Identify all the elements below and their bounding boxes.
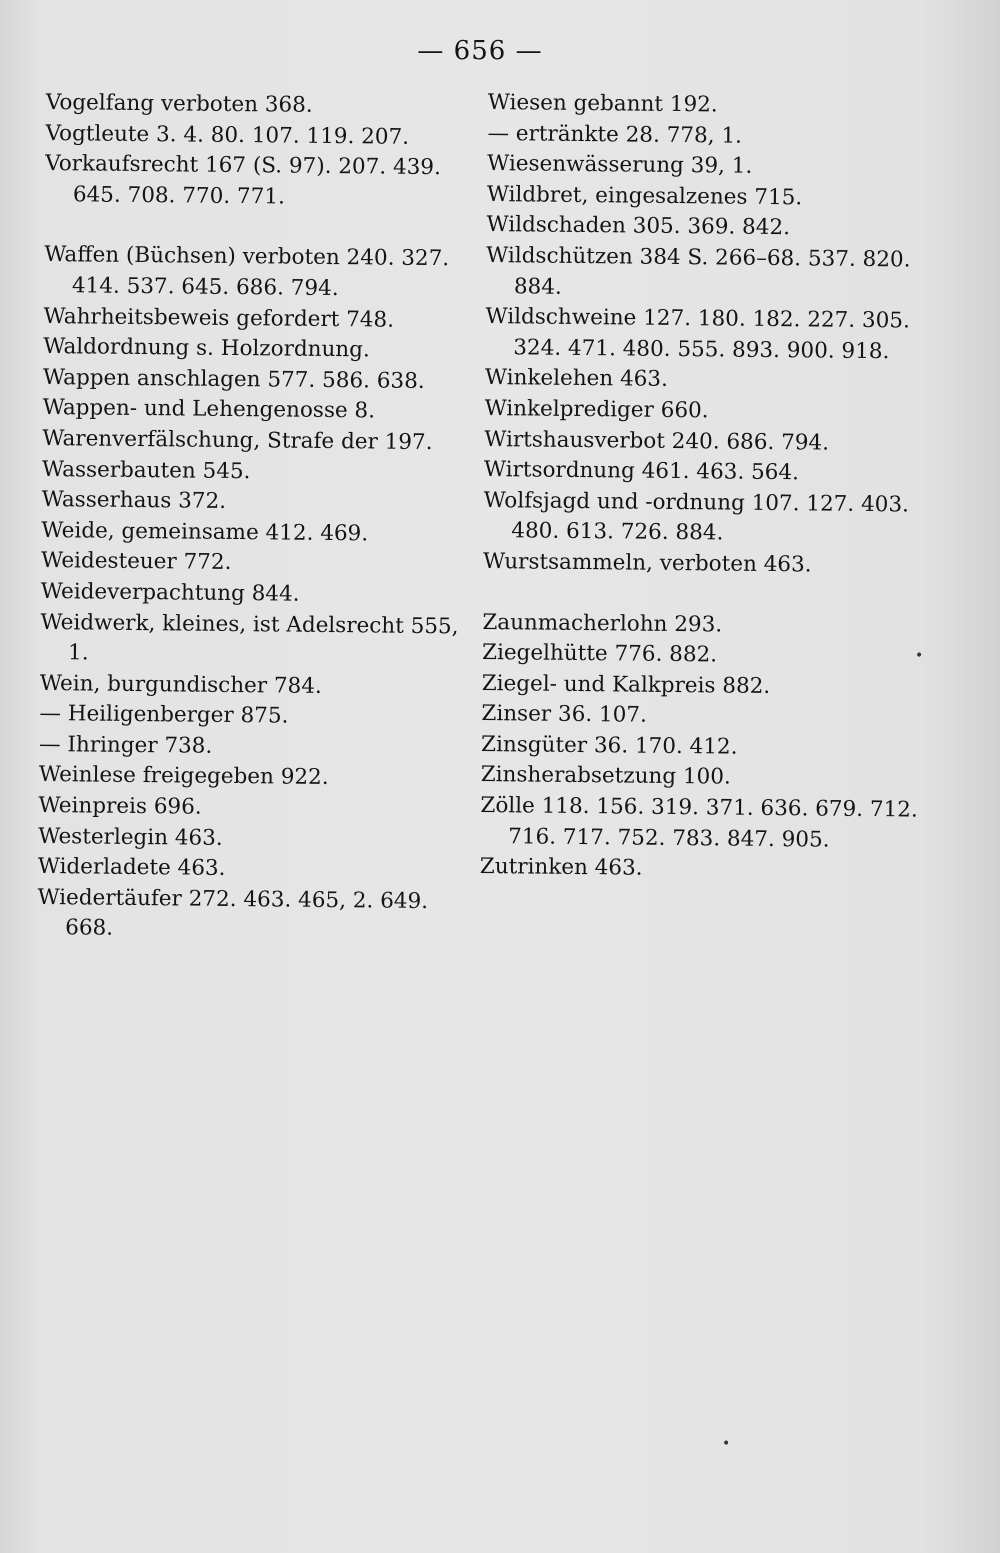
index-entry: Zölle 118. 156. 319. 371. 636. 679. 712. 716. 717. 752. 783. 847. 905. xyxy=(480,793,918,853)
index-entry: Wahrheitsbeweis gefordert 748. xyxy=(43,303,395,333)
index-entry: Wirtshausverbot 240. 686. 794. xyxy=(484,426,830,456)
index-entry: Vorkaufsrecht 167 (S. 97). 207. 439. 645. 708. 770. 771. xyxy=(45,151,442,210)
index-entry: Wurstsammeln, verboten 463. xyxy=(482,548,812,578)
index-entry: Warenverfälschung, Strafe der 197. xyxy=(42,425,433,456)
index-entry: Ziegel- und Kalkpreis 882. xyxy=(481,670,771,699)
index-entry: Widerladete 463. xyxy=(37,854,226,882)
margin-dot: • xyxy=(915,648,924,664)
index-entry: Ziegelhütte 776. 882. xyxy=(481,640,718,668)
index-entry: Vogelfang verboten 368. xyxy=(45,89,313,118)
index-entry: Weide, gemeinsame 412. 469. xyxy=(41,517,369,547)
index-entry: Zinsgüter 36. 170. 412. xyxy=(480,731,738,760)
index-column-right xyxy=(480,88,928,887)
index-entry: Zinsherabsetzung 100. xyxy=(480,762,731,791)
index-entry: Wildschweine 127. 180. 182. 227. 305. 324. 471. 480. 555. 893. 900. 918. xyxy=(485,304,910,364)
index-entry: Wappen- und Lehengenosse 8. xyxy=(42,395,376,424)
index-entry: — Heiligenberger 875. xyxy=(39,701,289,729)
index-entry: Wildschützen 384 S. 266–68. 537. 820. 884. xyxy=(486,242,911,300)
index-entry: Zutrinken 463. xyxy=(479,854,643,881)
index-entry: Wiesen gebannt 192. xyxy=(487,89,718,118)
page-number: — 656 — xyxy=(417,36,543,66)
index-entry: Wiesenwässerung 39, 1. xyxy=(487,151,753,179)
index-entry: Wildbret, eingesalzenes 715. xyxy=(486,181,803,211)
index-entry: — ertränkte 28. 778, 1. xyxy=(487,120,743,149)
index-entry: Wolfsjagd und -ordnung 107. 127. 403. 480. 613. 726. 884. xyxy=(483,487,910,546)
index-entry: Wein, burgundischer 784. xyxy=(39,670,322,699)
index-entry: Winkelprediger 660. xyxy=(484,395,709,424)
index-entry: Weinlese freigegeben 922. xyxy=(38,762,329,791)
index-entry: Weidwerk, kleines, ist Adelsrecht 555, 1. xyxy=(40,609,459,666)
index-entry: Zinser 36. 107. xyxy=(481,701,648,728)
index-entry: Vogtleute 3. 4. 80. 107. 119. 207. xyxy=(45,120,410,150)
index-entry: Wasserhaus 372. xyxy=(41,487,227,515)
index-entry: Zaunmacherlohn 293. xyxy=(482,609,723,637)
index-entry: — Ihringer 738. xyxy=(38,731,213,759)
index-entry: Weideverpachtung 844. xyxy=(40,578,300,607)
ink-speck: • xyxy=(722,1436,731,1452)
index-entry: Winkelehen 463. xyxy=(484,365,669,393)
index-entry: Westerlegin 463. xyxy=(38,823,223,851)
index-entry: Waldordnung s. Holzordnung. xyxy=(43,334,370,363)
index-entry: Waffen (Büchsen) verboten 240. 327. 414. 537. 645. 686. 794. xyxy=(44,242,450,302)
index-entry: Wildschaden 305. 369. 842. xyxy=(486,212,791,241)
index-column-left xyxy=(37,88,476,948)
index-entry: Wasserbauten 545. xyxy=(41,456,251,484)
index-entry: Weidesteuer 772. xyxy=(40,548,232,576)
index-entry: Wirtsordnung 461. 463. 564. xyxy=(483,457,800,486)
index-entry: Wiedertäufer 272. 463. 465, 2. 649. 668. xyxy=(37,884,429,942)
index-entry: Wappen anschlagen 577. 586. 638. xyxy=(42,364,425,394)
index-entry: Weinpreis 696. xyxy=(38,793,202,820)
